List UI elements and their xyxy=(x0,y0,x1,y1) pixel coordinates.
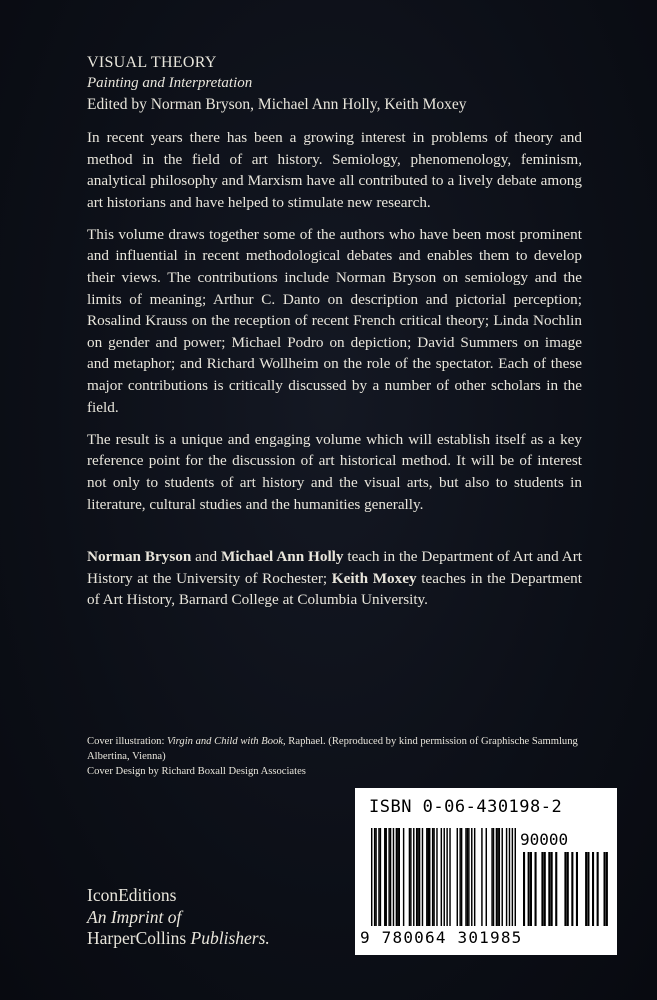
barcode-bar xyxy=(481,828,482,926)
book-header xyxy=(87,53,607,115)
addon-bar xyxy=(592,852,594,926)
barcode-bar xyxy=(509,828,510,926)
addon-bar xyxy=(551,852,553,926)
addon-bar xyxy=(548,852,550,926)
publishers-word: Publishers. xyxy=(186,928,270,948)
barcode-bar xyxy=(468,828,469,926)
barcode-bar xyxy=(396,828,397,926)
barcode-bar xyxy=(502,828,503,926)
barcode-bar xyxy=(512,828,513,926)
isbn-label: ISBN 0-06-430198-2 xyxy=(369,797,563,817)
addon-bar xyxy=(585,852,587,926)
bio-text-1: teach in the Department of Art and Art History at the University of Rochester; xyxy=(87,548,582,587)
publisher-imprint xyxy=(87,885,347,950)
addon-bar xyxy=(606,852,608,926)
book-subtitle: Painting and Interpretation xyxy=(87,75,253,91)
barcode-bar xyxy=(409,828,410,926)
cover-credits xyxy=(87,734,587,780)
barcode-bar xyxy=(486,828,487,926)
credit-label: Cover illustration: xyxy=(87,736,168,747)
barcode-bar xyxy=(499,828,500,926)
author-bio xyxy=(87,546,582,611)
barcode-panel xyxy=(355,788,617,955)
imprint-line-2 xyxy=(87,907,347,929)
barcode-bar xyxy=(433,828,434,926)
barcode-bar xyxy=(457,828,458,926)
barcode-bar xyxy=(386,828,387,926)
book-title: VISUAL THEORY xyxy=(87,54,217,71)
barcode-bar xyxy=(384,828,385,926)
addon-bar xyxy=(528,852,530,926)
imprint-line-3 xyxy=(87,928,347,950)
barcode-bar xyxy=(506,828,507,926)
bio-and: and xyxy=(191,548,221,565)
barcode-bar xyxy=(403,828,404,926)
barcode-bar xyxy=(428,828,429,926)
barcode-bar xyxy=(426,828,427,926)
barcode-bar xyxy=(436,828,437,926)
barcode-bar xyxy=(417,828,418,926)
cover-design-credit: Cover Design by Richard Boxall Design Associates xyxy=(87,766,306,778)
addon-bar xyxy=(564,852,566,926)
barcode-bar xyxy=(388,828,389,926)
addon-bar xyxy=(523,852,525,926)
barcode-bar xyxy=(419,828,420,926)
barcode-bar xyxy=(429,828,430,926)
book-editors: Edited by Norman Bryson, Michael Ann Holly, Keith Moxey xyxy=(87,96,467,113)
addon-bar xyxy=(597,852,599,926)
barcode-bar xyxy=(378,828,379,926)
price-code: 90000 xyxy=(520,830,569,849)
barcode-bar xyxy=(422,828,423,926)
author-name-holly: Michael Ann Holly xyxy=(220,548,344,565)
barcode-bar xyxy=(397,828,398,926)
barcode-bar xyxy=(371,828,372,926)
barcode-bar xyxy=(465,828,466,926)
barcode-bar xyxy=(493,828,494,926)
barcode-bar xyxy=(444,828,445,926)
blurb-paragraph-2: This volume draws together some of the authors who have been most prominent and influential in recent methodological debates and enables them to develop their views. The contributions include Norman Bryson on semiology and the limits of meaning; Arthur C. Danto on description and pictorial perception; Rosalind Krauss on the reception of recent French critical theory; Linda Nochlin on gender and power; Michael Podro on depiction; David Summers on image and metaphor; and Richard Wollheim on the role of the spectator. Each of these major contributions is critically discussed by a number of other scholars in the field. xyxy=(87,225,582,416)
addon-bar xyxy=(587,852,589,926)
addon-bar xyxy=(604,852,606,926)
blurb-paragraph-3: The result is a unique and engaging volume which will establish itself as a key reference point for the discussion of art historical method. It will be of interest not only to students of art history and the visual arts, but also to students in literature, cultural studies and the humanities generally. xyxy=(87,430,582,513)
cover-illustration-credit xyxy=(87,734,587,764)
addon-bar xyxy=(541,852,543,926)
barcode-bar xyxy=(491,828,492,926)
barcode-bar xyxy=(380,828,381,926)
barcode-bar xyxy=(390,828,391,926)
author-name-moxey: Keith Moxey xyxy=(331,569,417,587)
barcode-bar xyxy=(474,828,475,926)
barcode-bar xyxy=(416,828,417,926)
credit-rest: , Raphael. (Reproduced by kind permission of Graphische Sammlung Albertina, Vienna) xyxy=(87,736,578,763)
addon-bar xyxy=(576,852,578,926)
publisher-name: HarperCollins xyxy=(87,928,187,948)
ean-number: 9 780064 301985 xyxy=(360,928,523,947)
addon-bar xyxy=(530,852,532,926)
barcode-bar xyxy=(496,828,497,926)
bio-text-2: teaches in the Department of Art History, Barnard College at Columbia University. xyxy=(87,569,582,609)
addon-bar xyxy=(567,852,569,926)
blurb xyxy=(87,127,582,526)
imprint-line-2-text: An Imprint of xyxy=(87,906,182,927)
barcode-bar xyxy=(410,828,411,926)
addon-bar xyxy=(535,852,537,926)
barcode-bar xyxy=(375,828,376,926)
barcode-bar xyxy=(515,828,516,926)
barcode-bar xyxy=(441,828,442,926)
author-name-bryson: Norman Bryson xyxy=(87,548,192,565)
addon-bar xyxy=(555,852,557,926)
artwork-title: Virgin and Child with Book xyxy=(167,736,283,747)
barcode-bar xyxy=(471,828,472,926)
barcode-bar xyxy=(449,828,450,926)
barcode-bar xyxy=(459,828,460,926)
barcode-bar xyxy=(399,828,400,926)
addon-bar xyxy=(544,852,546,926)
barcode-bar xyxy=(432,828,433,926)
barcode-bar xyxy=(467,828,468,926)
barcode-bar xyxy=(413,828,414,926)
barcode-bar xyxy=(393,828,394,926)
barcode-bar xyxy=(497,828,498,926)
barcode-bar xyxy=(461,828,462,926)
imprint-line-1: IconEditions xyxy=(87,885,177,905)
barcode-bar xyxy=(374,828,375,926)
barcode-bar xyxy=(446,828,447,926)
addon-bar xyxy=(571,852,573,926)
blurb-paragraph-1: In recent years there has been a growing interest in problems of theory and method in the field of art history. Semiology, phenomenology, feminism, analytical philosophy and Marxism have all contributed to a lively debate among art historians and have helped to stimulate new research. xyxy=(87,129,582,211)
